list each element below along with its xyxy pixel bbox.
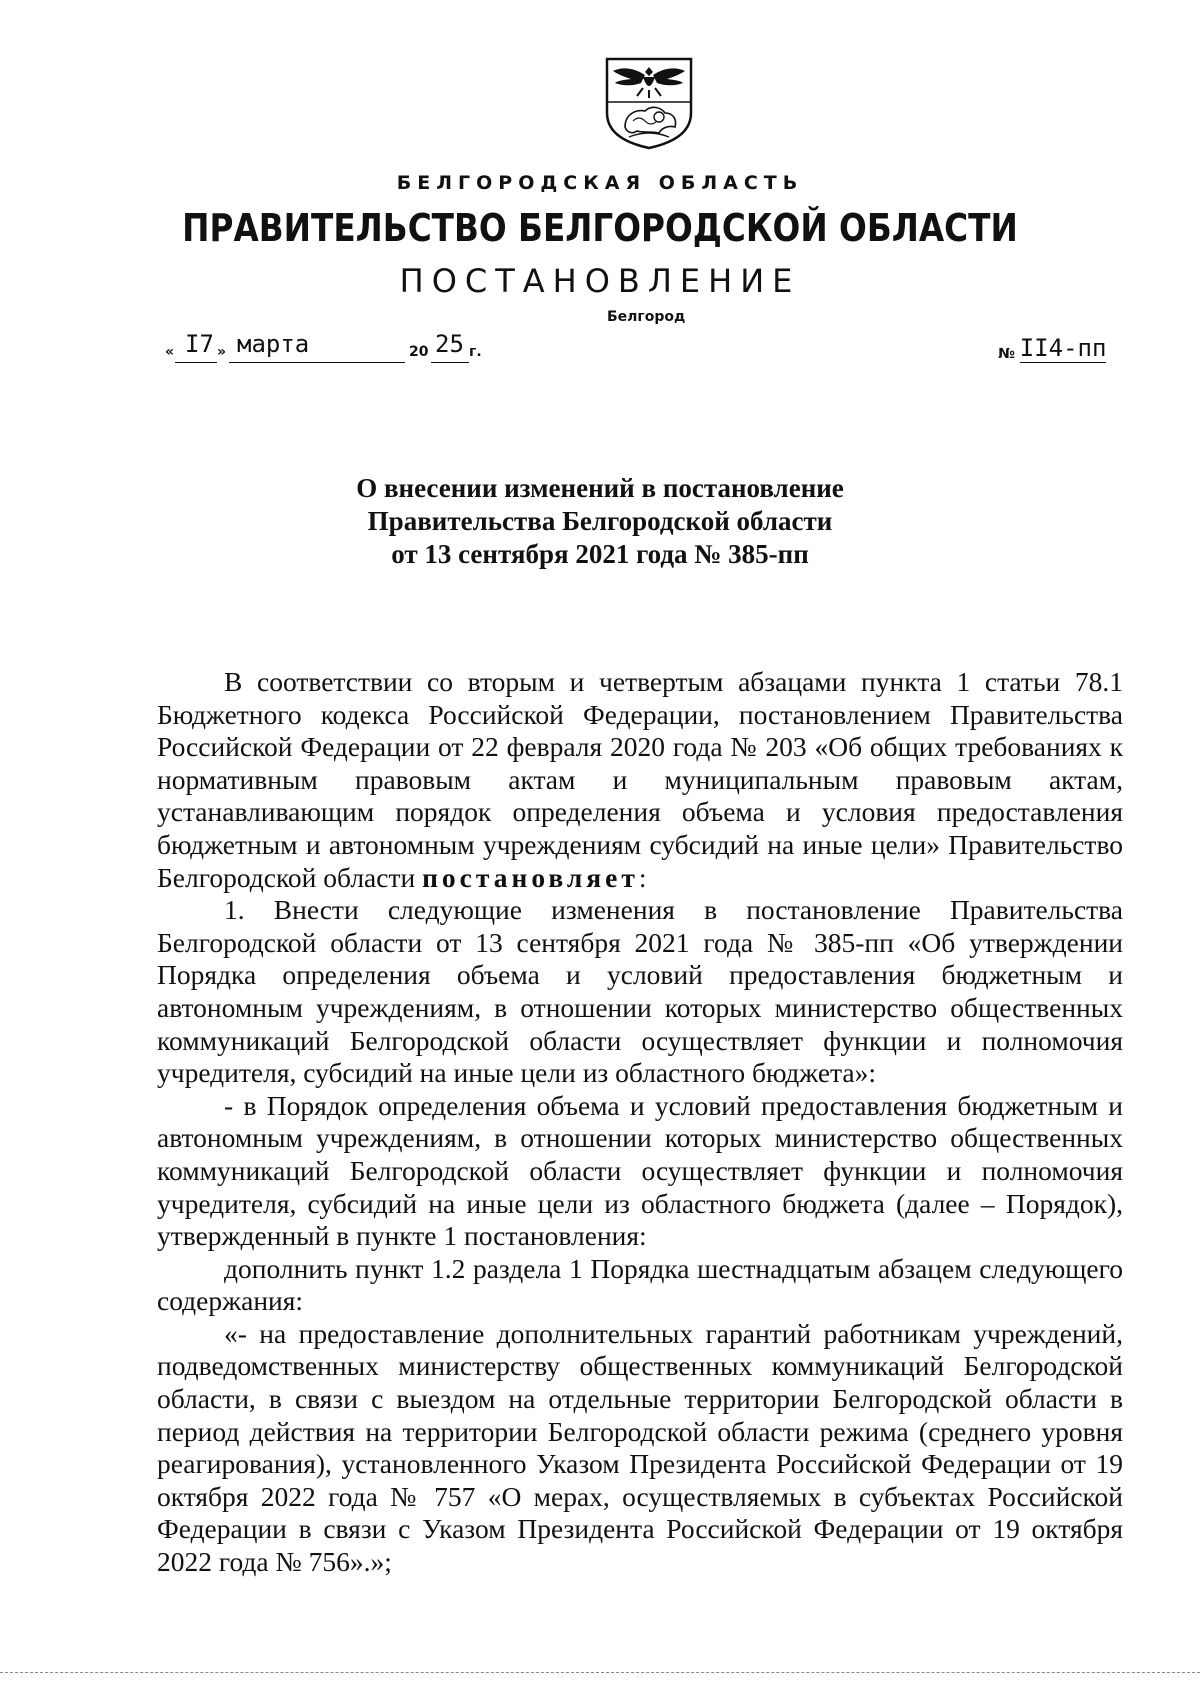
paragraph-1: 1. Внести следующие изменения в постановление Правительства Белгородской области от 13 сентября 2021 года № 385-пп «Об утверждении Порядка определения объема и условий предоставления бюджетным и автономным учреждениям, в отношении которых министерство общественных коммуникаций Белгородской области осуществляет функции и полномочия учредителя, субсидий на иные цели из областного бюджета»:	[157, 894, 1123, 1089]
preamble-end: :	[638, 861, 647, 893]
title-line-1: О внесении изменений в постановление	[356, 473, 844, 503]
date-open-quote: «	[165, 344, 175, 360]
date-year-unit: г.	[469, 344, 482, 360]
day-underline	[175, 362, 217, 363]
page-bottom-rule	[0, 1672, 1200, 1673]
document-body	[157, 666, 1123, 1579]
paragraph-2: - в Порядок определения объема и условий предоставления бюджетным и автономным учреждениям, в отношении которых министерство общественных коммуникаций Белгородской области осуществляет функции и полномочия учредителя, субсидий на иные цели из областного бюджета (далее – Порядок), утвержденный в пункте 1 постановления:	[157, 1089, 1123, 1252]
title-line-3: от 13 сентября 2021 года № 385-пп	[391, 539, 809, 569]
region-heading: БЕЛГОРОДСКАЯ ОБЛАСТЬ	[396, 172, 804, 194]
preamble-paragraph	[157, 666, 1123, 894]
number-value: II4-пп	[1019, 334, 1107, 362]
paragraph-4: «- на предоставление дополнительных гарантий работникам учреждений, подведомственных министерству общественных коммуникаций Белгородской области, в связи с выездом на отдельные территории Белгородской области в период действия на территории Белгородской области режима (среднего уровня реагирования), установленного Указом Президента Российской Федерации от 19 октября 2022 года № 757 «О мерах, осуществляемых в субъектах Российской Федерации в связи с Указом Президента Российской Федерации от 19 октября 2022 года № 756».»;	[157, 1317, 1123, 1578]
government-heading: ПРАВИТЕЛЬСТВО БЕЛГОРОДСКОЙ ОБЛАСТИ	[182, 206, 1018, 250]
date-close-quote: »	[217, 344, 227, 360]
decrees-word: постановляет	[422, 861, 639, 893]
coat-of-arms-icon	[603, 55, 695, 151]
date-year-suffix: 25	[435, 330, 464, 358]
date-day: I7	[185, 330, 214, 358]
year-underline	[431, 362, 469, 363]
document-number	[998, 336, 1106, 364]
document-title	[0, 472, 1200, 571]
document-type-heading: ПОСТАНОВЛЕНИЕ	[399, 262, 801, 300]
city-label: Белгород	[607, 309, 686, 325]
preamble-text: В соответствии со вторым и четвертым абзацами пункта 1 статьи 78.1 Бюджетного кодекса Российской Федерации, постановлением Правительства Российской Федерации от 22 февраля 2020 года № 203 «Об общих требованиях к нормативным правовым актам и муниципальным правовым актам, устанавливающим порядок определения объема и условия предоставления бюджетным и автономным учреждениям субсидий на иные цели» Правительство Белгородской области	[157, 666, 1123, 893]
title-line-2: Правительства Белгородской области	[367, 506, 833, 536]
date-year-prefix: 20	[409, 344, 429, 360]
date-month: марта	[237, 330, 310, 358]
month-underline	[229, 362, 405, 363]
number-label: №	[998, 346, 1015, 362]
paragraph-3: дополнить пункт 1.2 раздела 1 Порядка шестнадцатым абзацем следующего содержания:	[157, 1252, 1123, 1317]
